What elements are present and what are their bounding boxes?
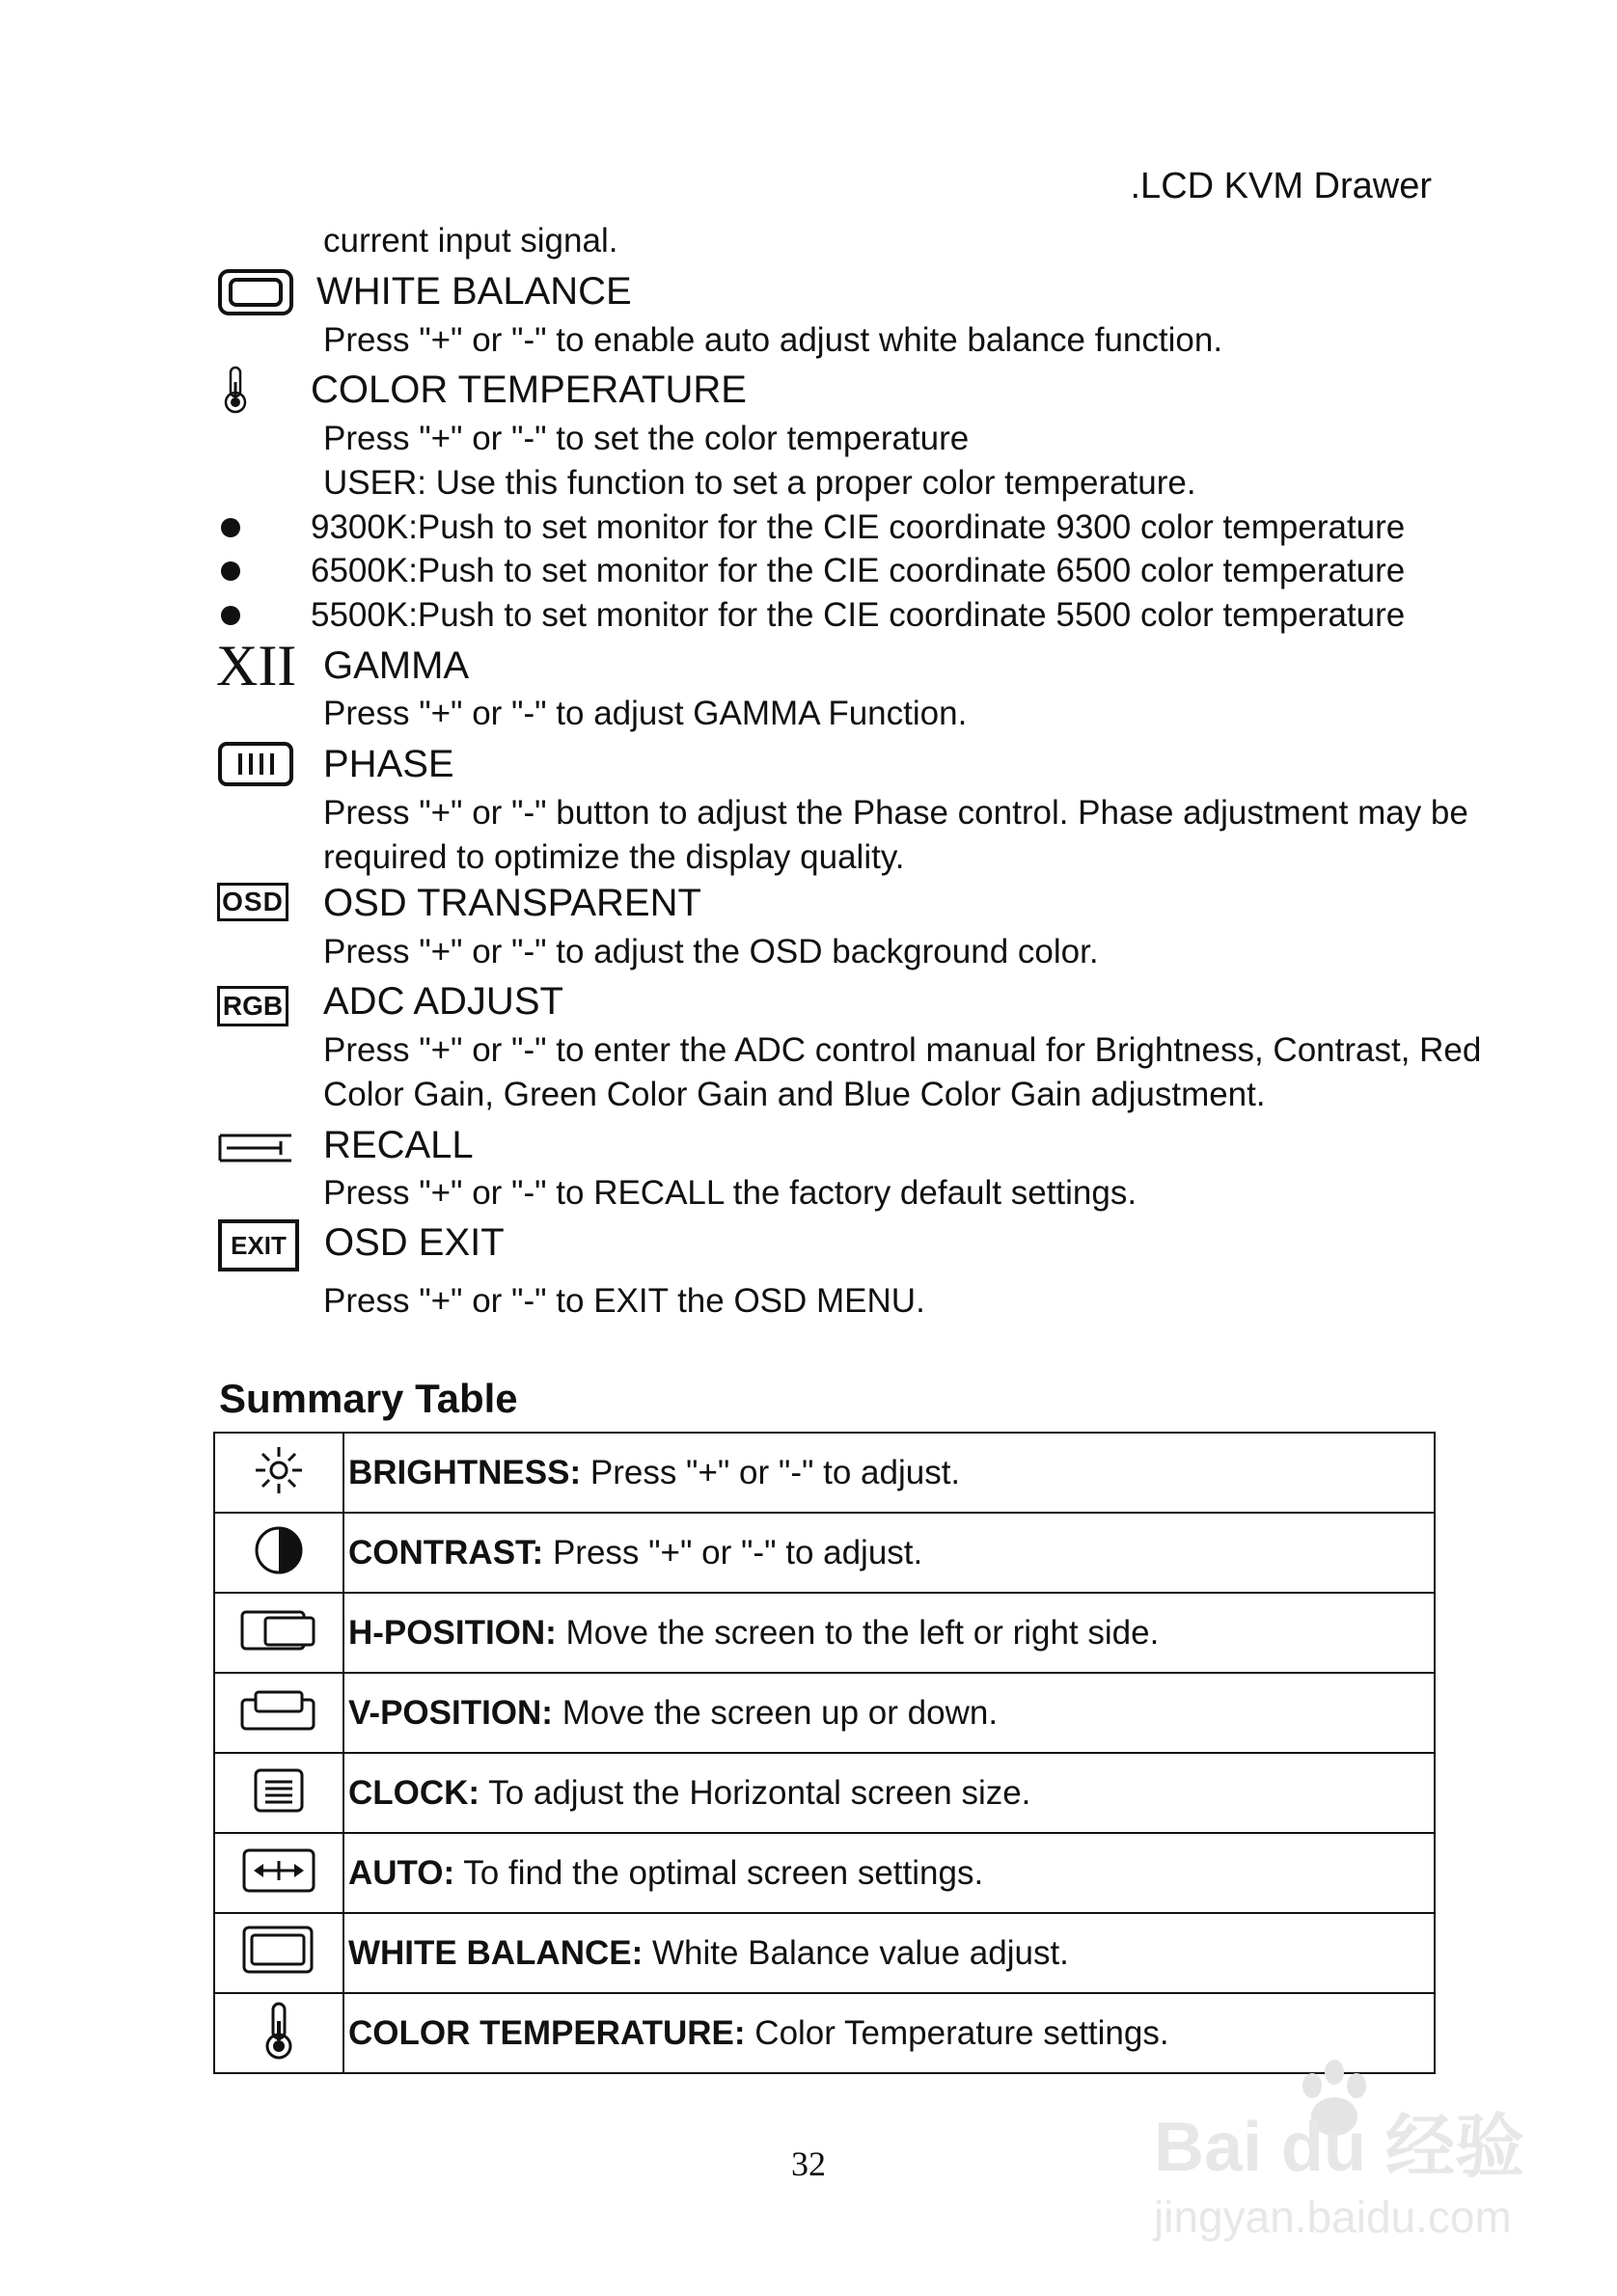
v-position-label: V-POSITION: [348, 1693, 553, 1732]
osd-transparent-desc: Press "+" or "-" to adjust the OSD background color. [323, 933, 1099, 970]
contrast-text: Press "+" or "-" to adjust. [543, 1533, 923, 1572]
osd-transparent-heading: OSD TRANSPARENT [323, 882, 701, 924]
h-position-label: H-POSITION: [348, 1613, 557, 1652]
osd-exit-heading: OSD EXIT [324, 1221, 505, 1264]
page-number: 32 [791, 2145, 826, 2183]
recall-heading: RECALL [323, 1124, 474, 1166]
white-balance-icon [217, 268, 294, 316]
summary-table-title: Summary Table [219, 1376, 518, 1421]
exit-icon: EXIT [218, 1219, 299, 1271]
white-balance-text: White Balance value adjust. [643, 1933, 1069, 1972]
phase-icon [217, 741, 294, 787]
table-row [214, 1913, 1435, 1993]
adc-adjust-heading: ADC ADJUST [323, 980, 563, 1023]
brightness-label: BRIGHTNESS: [348, 1453, 582, 1491]
clock-label: CLOCK: [348, 1773, 480, 1812]
osd-exit-desc: Press "+" or "-" to EXIT the OSD MENU. [323, 1282, 925, 1320]
table-row [214, 1513, 1435, 1593]
bullet-9300k: 9300K:Push to set monitor for the CIE coordinate 9300 color temperature [311, 508, 1406, 546]
color-temperature-label: COLOR TEMPERATURE: [348, 2013, 746, 2052]
watermark-url: jingyan.baidu.com [1154, 2192, 1512, 2242]
white-balance-label: WHITE BALANCE: [348, 1933, 644, 1972]
rgb-icon: RGB [217, 986, 288, 1026]
gamma-desc: Press "+" or "-" to adjust GAMMA Function. [323, 695, 968, 732]
adc-adjust-desc-1: Press "+" or "-" to enter the ADC control manual for Brightness, Contrast, Red [323, 1031, 1482, 1069]
contrast-label: CONTRAST: [348, 1533, 544, 1572]
clock-text: To adjust the Horizontal screen size. [480, 1773, 1031, 1812]
bullet-5500k: 5500K:Push to set monitor for the CIE coordinate 5500 color temperature [311, 596, 1406, 634]
h-position-icon [238, 1606, 319, 1654]
white-balance-icon [240, 1924, 317, 1978]
clock-icon [252, 1766, 306, 1815]
phase-desc-2: required to optimize the display quality. [323, 838, 905, 876]
contrast-icon [252, 1523, 306, 1577]
bullet-dot [221, 518, 240, 537]
bullet-dot [221, 561, 240, 581]
table-row [214, 1833, 1435, 1913]
osd-icon: OSD [217, 883, 288, 921]
color-temperature-desc-1: Press "+" or "-" to set the color temperature [323, 420, 970, 457]
white-balance-heading: WHITE BALANCE [316, 270, 632, 313]
phase-desc-1: Press "+" or "-" button to adjust the Phase control. Phase adjustment may be [323, 794, 1468, 832]
summary-table [213, 1432, 1436, 2074]
bullet-6500k: 6500K:Push to set monitor for the CIE coordinate 6500 color temperature [311, 552, 1406, 589]
auto-icon [240, 1846, 317, 1895]
white-balance-desc: Press "+" or "-" to enable auto adjust white balance function. [323, 321, 1223, 359]
adc-adjust-desc-2: Color Gain, Green Color Gain and Blue Color Gain adjustment. [323, 1076, 1266, 1113]
thermometer-icon [218, 365, 253, 415]
auto-label: AUTO: [348, 1853, 455, 1892]
continuation-text: current input signal. [323, 222, 618, 260]
table-row [214, 1753, 1435, 1833]
color-temperature-text: Color Temperature settings. [745, 2013, 1169, 2052]
table-row [214, 1993, 1435, 2073]
brightness-icon [252, 1443, 306, 1497]
bullet-dot [221, 606, 240, 625]
watermark-brand: Bai du 经验 [1154, 2109, 1525, 2186]
gamma-icon: XII [216, 634, 297, 697]
color-temperature-desc-2: USER: Use this function to set a proper color temperature. [323, 464, 1196, 502]
document-title: .LCD KVM Drawer [1130, 166, 1432, 206]
brightness-text: Press "+" or "-" to adjust. [581, 1453, 961, 1491]
v-position-text: Move the screen up or down. [552, 1693, 999, 1732]
recall-desc: Press "+" or "-" to RECALL the factory default settings. [323, 1174, 1137, 1212]
table-row [214, 1593, 1435, 1673]
table-row [214, 1433, 1435, 1513]
recall-icon [217, 1131, 294, 1165]
auto-text: To find the optimal screen settings. [454, 1853, 984, 1892]
gamma-heading: GAMMA [323, 644, 470, 687]
h-position-text: Move the screen to the left or right side. [556, 1613, 1160, 1652]
phase-heading: PHASE [323, 743, 454, 785]
v-position-icon [238, 1686, 319, 1735]
color-temperature-heading: COLOR TEMPERATURE [311, 369, 747, 411]
table-row [214, 1673, 1435, 1753]
thermometer-icon [258, 2000, 300, 2062]
